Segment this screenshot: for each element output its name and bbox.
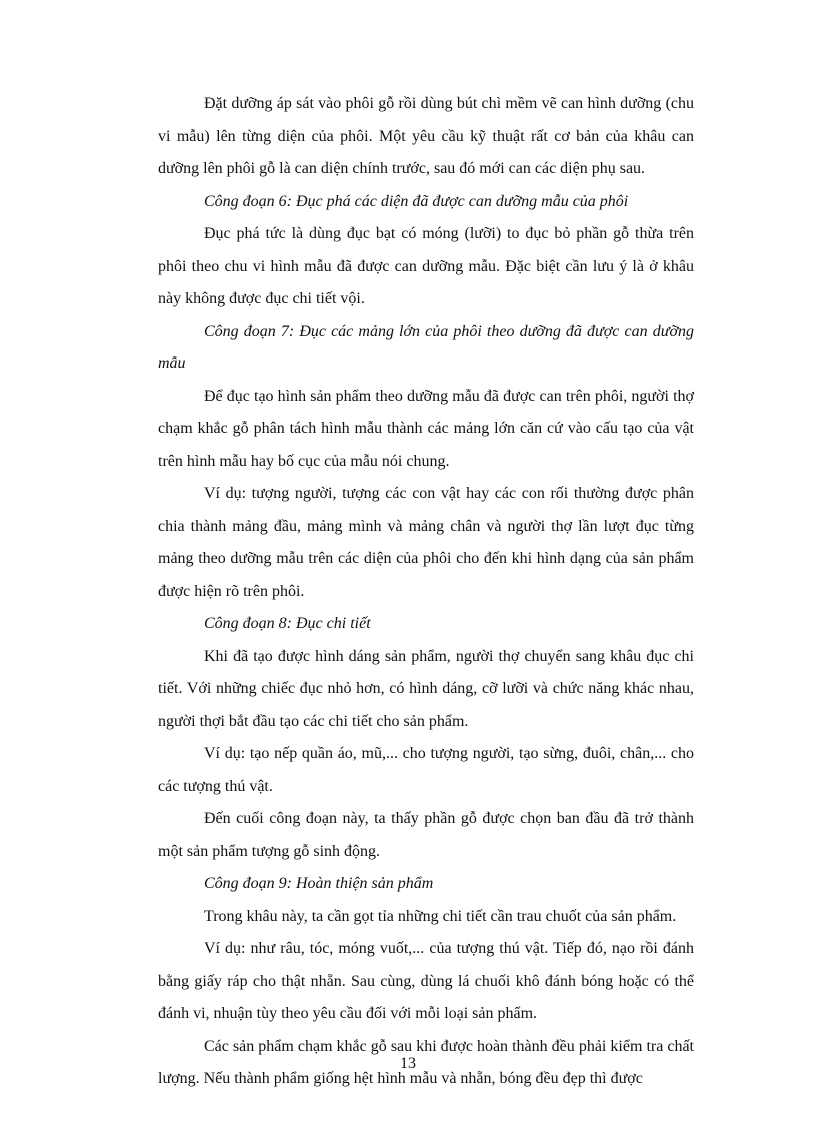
heading-cong-doan-8: Công đoạn 8: Đục chi tiết: [204, 615, 371, 632]
body-text: [158, 88, 694, 1096]
paragraph-got-tia: Trong khâu này, ta cần gọt tỉa những chi tiết cần trau chuốt của sản phẩm.: [204, 907, 677, 925]
heading-cong-doan-7: Công đoạn 7: Đục các mảng lớn của phôi theo dưỡng đã được can dưỡng mẫu: [158, 322, 694, 372]
paragraph-cuoi-cong-doan: Đến cuối công đoạn này, ta thấy phần gỗ được chọn ban đầu đã trở thành một sản phẩm tượng gỗ sinh động.: [158, 810, 694, 860]
paragraph-vi-du-nep: Ví dụ: tạo nếp quần áo, mũ,... cho tượng người, tạo sừng, đuôi, chân,... cho các tượng thú vật.: [158, 745, 694, 795]
paragraph-duc-tao-hinh: Để đục tạo hình sản phẩm theo dưỡng mẫu đã được can trên phôi, người thợ chạm khắc gỗ phân tách hình mẫu thành các mảng lớn căn cứ vào cấu tạo của vật trên hình mẫu hay bố cục của mẫu nói chung.: [158, 387, 694, 470]
paragraph-kiem-tra: Các sản phẩm chạm khắc gỗ sau khi được hoàn thành đều phải kiểm tra chất lượng. Nếu thành phẩm giống hệt hình mẫu và nhẵn, bóng đều đẹp thì được: [158, 1037, 694, 1087]
paragraph-vi-du-tuong: Ví dụ: tượng người, tượng các con vật hay các con rối thường được phân chia thành mảng đầu, mảng mình và mảng chân và người thợ lần lượt đục từng mảng theo dưỡng mẫu trên các diện của phôi cho đến khi hình dạng của sản phẩm được hiện rõ trên phôi.: [158, 485, 694, 600]
paragraph-can-duong: Đặt dưỡng áp sát vào phôi gỗ rồi dùng bút chì mềm vẽ can hình dưỡng (chu vi mẫu) lên từng diện của phôi. Một yêu cầu kỹ thuật rất cơ bản của khâu can dưỡng lên phôi gỗ là can diện chính trước, sau đó mới can các diện phụ sau.: [158, 95, 694, 177]
paragraph-duc-pha: Đục phá tức là dùng đục bạt có móng (lưỡi) to đục bỏ phần gỗ thừa trên phôi theo chu vi hình mẫu đã được can dưỡng mẫu. Đặc biệt cần lưu ý là ở khâu này không được đục chi tiết vội.: [158, 225, 694, 307]
paragraph-vi-du-rau: Ví dụ: như râu, tóc, móng vuốt,... của tượng thú vật. Tiếp đó, nạo rồi đánh bằng giấy ráp cho thật nhẵn. Sau cùng, dùng lá chuối khô đánh bóng hoặc có thể đánh vi, nhuận tùy theo yêu cầu đối với mỗi loại sản phẩm.: [158, 940, 694, 1022]
heading-cong-doan-9: Công đoạn 9: Hoàn thiện sản phẩm: [204, 875, 434, 892]
paragraph-duc-chi-tiet: Khi đã tạo được hình dáng sản phẩm, người thợ chuyển sang khâu đục chi tiết. Với những chiếc đục nhỏ hơn, có hình dáng, cỡ lưỡi và chức năng khác nhau, người thợi bắt đầu tạo các chi tiết cho sản phẩm.: [158, 647, 694, 730]
page-number: 13: [400, 1055, 416, 1072]
heading-cong-doan-6: Công đoạn 6: Đục phá các diện đã được can dưỡng mẫu của phôi: [204, 192, 629, 210]
